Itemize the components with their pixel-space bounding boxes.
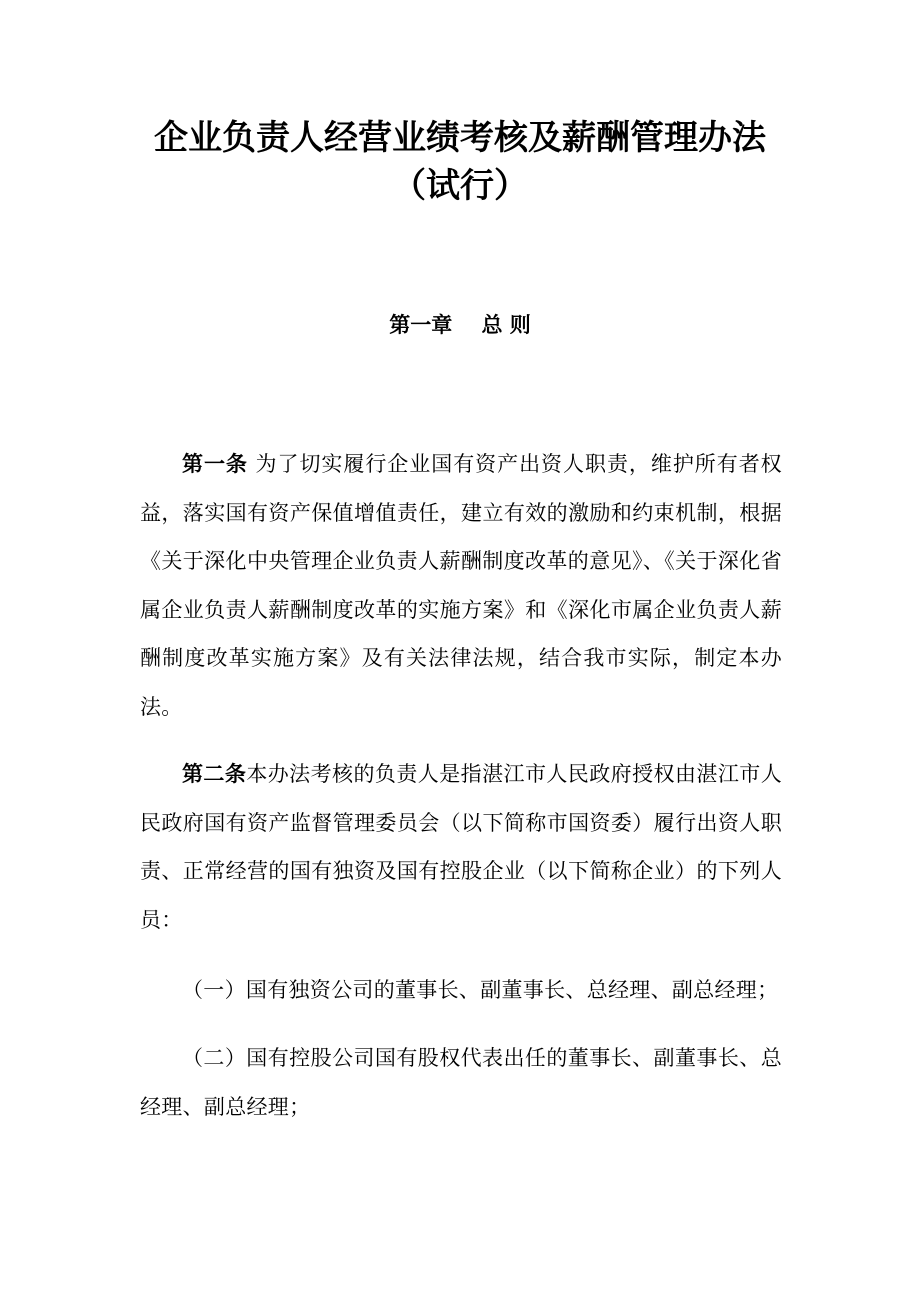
article-2-text: 本办法考核的负责人是指湛江市人民政府授权由湛江市人民政府国有资产监督管理委员会（以下简称市国资委）履行出资人职责、正常经营的国有独资及国有控股企业（以下简称企业）的下列人员： — [140, 762, 783, 932]
article-1-label: 第一条 — [182, 452, 248, 476]
document-subtitle: （试行） — [392, 166, 528, 206]
list-item-1: （一）国有独资公司的董事长、副董事长、总经理、副总经理； — [182, 978, 779, 1002]
document-title: 企业负责人经营业绩考核及薪酬管理办法 — [154, 118, 766, 158]
article-2 — [140, 750, 782, 944]
article-1-text: 为了切实履行企业国有资产出资人职责，维护所有者权益，落实国有资产保值增值责任，建立有效的激励和约束机制，根据《关于深化中央管理企业负责人薪酬制度改革的意见》、《关于深化省属企业负责人薪酬制度改革的实施方案》和《深化市属企业负责人薪酬制度改革实施方案》及有关法律法规，结合我市实际，制定本办法。 — [140, 452, 782, 719]
chapter-heading: 第一章 总 则 — [389, 313, 531, 337]
article-1 — [140, 440, 782, 731]
list-item-2: （二）国有控股公司国有股权代表出任的董事长、副董事长、总经理、副总经理； — [140, 1046, 782, 1119]
article-2-label: 第二条 — [182, 762, 247, 786]
